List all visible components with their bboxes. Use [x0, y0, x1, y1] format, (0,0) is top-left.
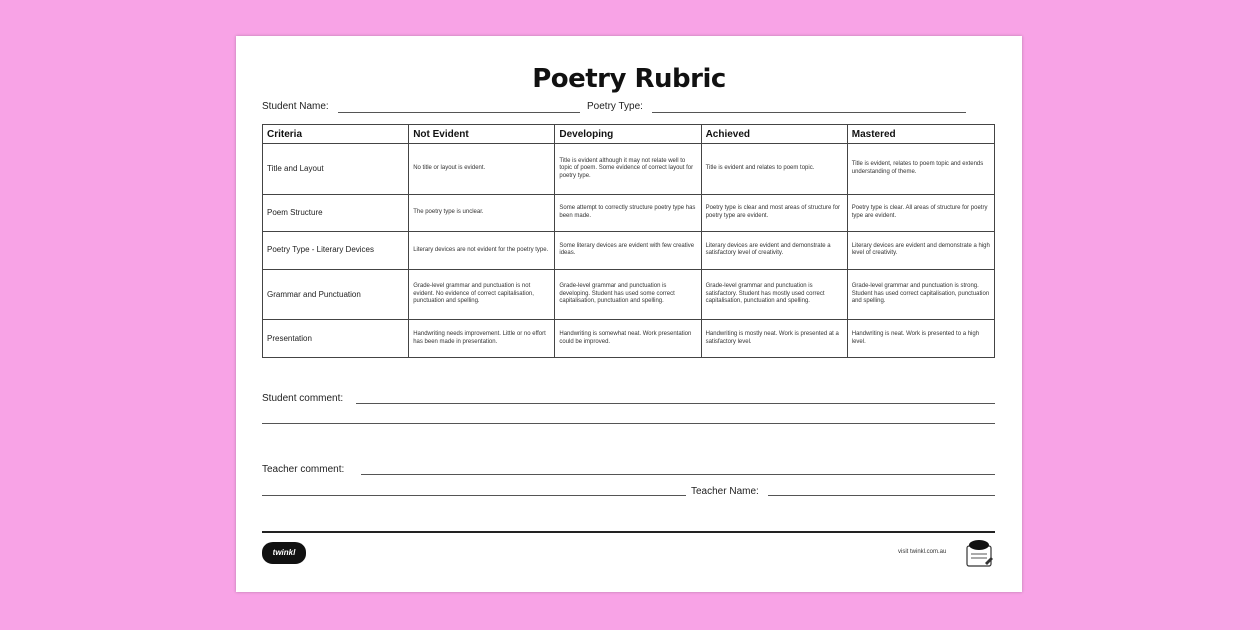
developing-cell: Some attempt to correctly structure poetry type has been made. [555, 194, 701, 232]
achieved-cell: Title is evident and relates to poem topic. [701, 144, 847, 195]
poetry-type-label: Poetry Type: [587, 101, 643, 112]
teacher-comment-line[interactable] [361, 474, 995, 475]
criteria-cell: Grammar and Punctuation [263, 269, 409, 320]
not-evident-cell: Handwriting needs improvement. Little or no effort has been made in presentation. [409, 320, 555, 358]
mastered-cell: Grade-level grammar and punctuation is strong. Student has used correct capitalisation, punctuation and spelling. [847, 269, 994, 320]
developing-cell: Grade-level grammar and punctuation is developing. Student has used some correct capitalisation, punctuation and spelling. [555, 269, 701, 320]
rubric-header-row [263, 125, 995, 144]
criteria-cell: Poem Structure [263, 194, 409, 232]
header-developing: Developing [555, 125, 701, 144]
rubric-table [262, 124, 995, 358]
table-row [263, 320, 995, 358]
achieved-cell: Literary devices are evident and demonstrate a satisfactory level of creativity. [701, 232, 847, 270]
criteria-cell: Title and Layout [263, 144, 409, 195]
achieved-cell: Handwriting is mostly neat. Work is presented at a satisfactory level. [701, 320, 847, 358]
not-evident-cell: No title or layout is evident. [409, 144, 555, 195]
website-text: visit twinkl.com.au [898, 549, 947, 555]
teacher-comment-label: Teacher comment: [262, 464, 345, 475]
header-criteria: Criteria [263, 125, 409, 144]
table-row [263, 232, 995, 270]
teacher-comment-line-2[interactable] [262, 495, 686, 496]
twinkl-logo: twinkl [262, 542, 306, 564]
table-row [263, 194, 995, 232]
teacher-name-label: Teacher Name: [691, 486, 759, 497]
footer-divider [262, 531, 995, 533]
criteria-cell: Poetry Type - Literary Devices [263, 232, 409, 270]
teacher-name-line[interactable] [768, 495, 995, 496]
table-row [263, 269, 995, 320]
not-evident-cell: The poetry type is unclear. [409, 194, 555, 232]
not-evident-cell: Grade-level grammar and punctuation is not evident. No evidence of correct capitalisation, punctuation and spelling. [409, 269, 555, 320]
student-name-label: Student Name: [262, 101, 329, 112]
achieved-cell: Poetry type is clear and most areas of structure for poetry type are evident. [701, 194, 847, 232]
student-name-line[interactable] [338, 112, 580, 113]
table-row [263, 144, 995, 195]
poetry-type-line[interactable] [652, 112, 966, 113]
header-achieved: Achieved [701, 125, 847, 144]
rubric-sheet [236, 36, 1022, 592]
page-title: Poetry Rubric [532, 64, 726, 94]
developing-cell: Some literary devices are evident with few creative ideas. [555, 232, 701, 270]
student-comment-label: Student comment: [262, 393, 344, 404]
not-evident-cell: Literary devices are not evident for the poetry type. [409, 232, 555, 270]
mastered-cell: Literary devices are evident and demonstrate a high level of creativity. [847, 232, 994, 270]
header-mastered: Mastered [847, 125, 994, 144]
student-comment-line[interactable] [356, 403, 995, 404]
criteria-cell: Presentation [263, 320, 409, 358]
mastered-cell: Handwriting is neat. Work is presented to a high level. [847, 320, 994, 358]
developing-cell: Handwriting is somewhat neat. Work presentation could be improved. [555, 320, 701, 358]
developing-cell: Title is evident although it may not relate well to topic of poem. Some evidence of correct layout for poetry type. [555, 144, 701, 195]
student-comment-line-2[interactable] [262, 423, 995, 424]
mastered-cell: Title is evident, relates to poem topic and extends understanding of theme. [847, 144, 994, 195]
header-not-evident: Not Evident [409, 125, 555, 144]
achieved-cell: Grade-level grammar and punctuation is satisfactory. Student has mostly used correct capitalisation, punctuation and spelling. [701, 269, 847, 320]
mastered-cell: Poetry type is clear. All areas of structure for poetry type are evident. [847, 194, 994, 232]
twinkl-badge-icon [963, 537, 995, 569]
